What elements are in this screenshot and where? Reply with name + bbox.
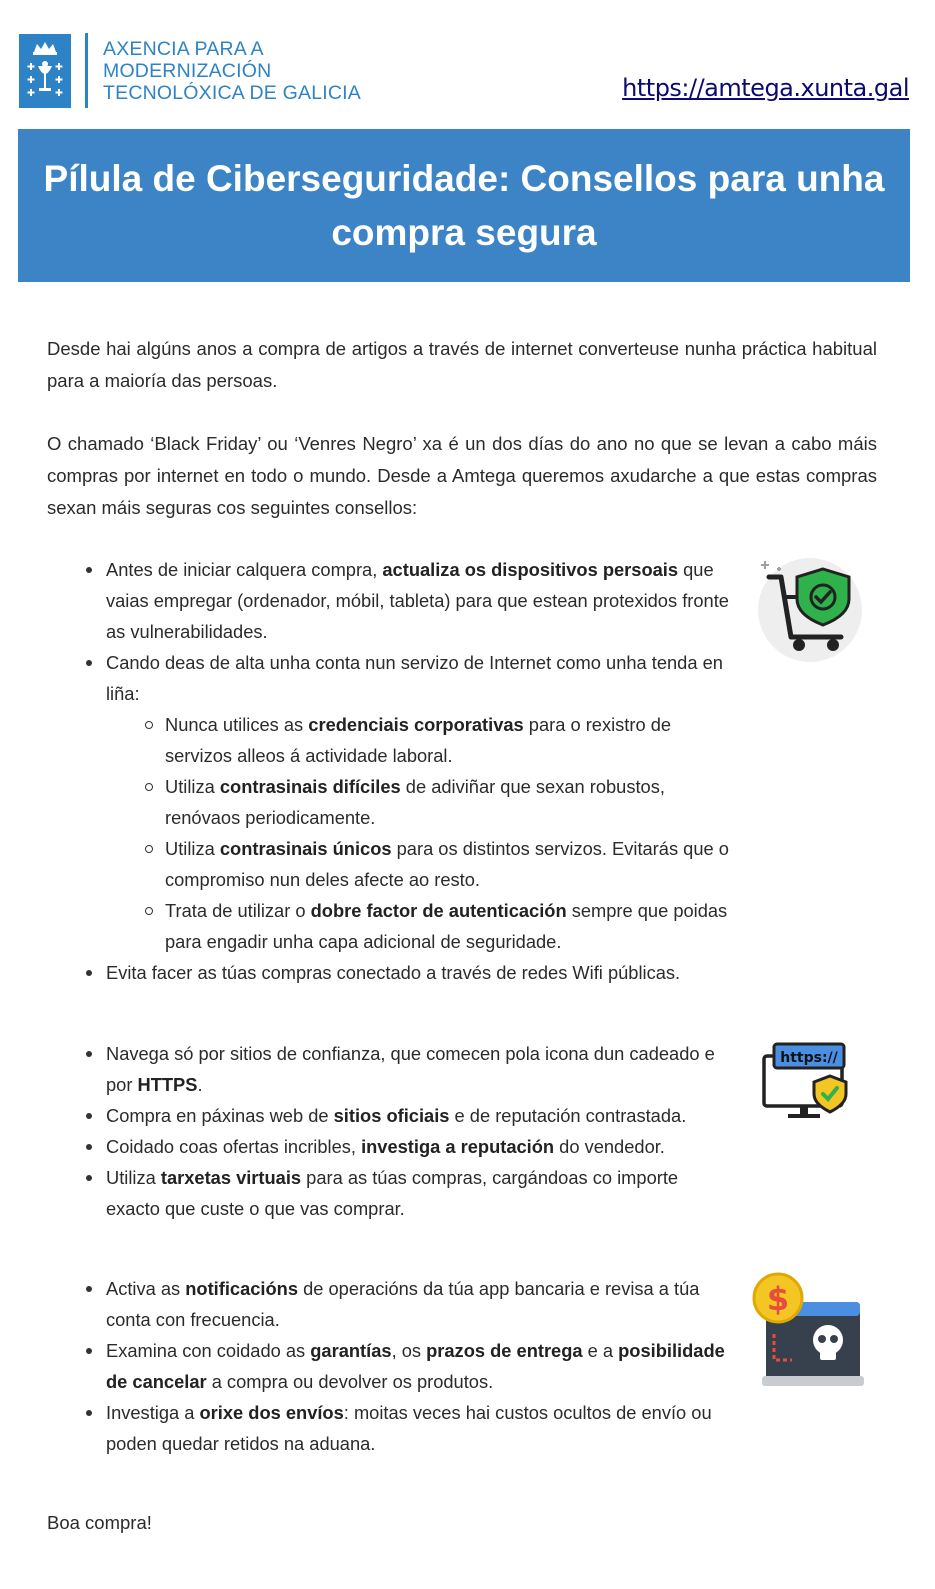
- bold-text: notificacións: [185, 1278, 298, 1299]
- list-item: [80, 1397, 730, 1459]
- text: Navega só por sitios de confianza, que comecen pola icona dun cadeado e por: [106, 1043, 715, 1095]
- list-item: [80, 957, 730, 988]
- list-item: [80, 1038, 730, 1100]
- xunta-logo: [19, 34, 71, 108]
- text: Nunca utilices as: [165, 714, 309, 735]
- laptop-skull-coin-icon: [752, 1272, 864, 1395]
- closing-text: Boa compra!: [47, 1512, 152, 1533]
- title-banner: [18, 129, 910, 282]
- text: para o rexistro de servizos alleos á actividade laboral.: [165, 714, 672, 766]
- org-line-1: AXENCIA PARA A: [103, 38, 264, 60]
- bold-text: actualiza os dispositivos persoais: [382, 559, 679, 580]
- list-item: [80, 1273, 730, 1335]
- bold-text: dobre factor de autenticación: [310, 900, 567, 921]
- bold-text: contrasinais difíciles: [219, 776, 401, 797]
- sub-list: [106, 709, 730, 957]
- text: Investiga a: [106, 1402, 200, 1423]
- text: Utiliza: [165, 838, 220, 859]
- bold-text: tarxetas virtuais: [160, 1167, 302, 1188]
- bold-text: prazos de entrega: [426, 1340, 583, 1361]
- text: para as túas compras, cargándoas co importe exacto que custe o que vas comprar.: [106, 1167, 679, 1219]
- page-title: Pílula de Ciberseguridade: Consellos para unha compra segura: [43, 157, 885, 253]
- text: de operacións da túa app bancaria e revisa a túa conta con frecuencia.: [106, 1278, 700, 1330]
- text: Cando deas de alta unha conta nun servizo de Internet como unha tenda en liña:: [106, 652, 723, 704]
- bold-text: HTTPS: [137, 1074, 198, 1095]
- page-header: [0, 0, 935, 130]
- text: Compra en páxinas web de: [106, 1105, 334, 1126]
- org-line-2: MODERNIZACIÓN: [103, 60, 272, 82]
- sub-list-item: [165, 709, 730, 771]
- bold-text: orixe dos envíos: [199, 1402, 344, 1423]
- website-link[interactable]: https://amtega.xunta.gal: [622, 74, 909, 102]
- organization-name: [103, 38, 361, 104]
- text: Coidado coas ofertas incribles,: [106, 1136, 362, 1157]
- intro-paragraph-2: O chamado ‘Black Friday’ ou ‘Venres Negro’ xa é un dos días do ano no que se levan a cabo máis compras por internet en todo o mundo. Desde a Amtega queremos axudarche a que estas compras sexan máis seguras cos seguintes consellos:: [47, 433, 877, 518]
- text: e a: [582, 1340, 619, 1361]
- tips-list-banking: [80, 1273, 730, 1459]
- sub-list-item: [165, 833, 730, 895]
- list-item: [80, 1131, 730, 1162]
- tips-list-websites: [80, 1038, 730, 1224]
- text: que vaias empregar (ordenador, móbil, tableta) para que estean protexidos fronte as vulnerabilidades.: [106, 559, 729, 642]
- dollar-sign-label: $: [766, 1280, 790, 1318]
- bold-text: sitios oficiais: [333, 1105, 450, 1126]
- bold-text: credenciais corporativas: [308, 714, 524, 735]
- intro-paragraph-1: Desde hai algúns anos a compra de artigos a través de internet converteuse nunha práctica habitual para a maioría das persoas.: [47, 338, 877, 391]
- text: Examina con coidado as: [106, 1340, 311, 1361]
- list-item: [80, 647, 730, 957]
- list-item: [80, 554, 730, 647]
- list-item: [80, 1162, 730, 1224]
- text: sempre que poidas para engadir unha capa adicional de seguridade.: [165, 900, 728, 952]
- text: Utiliza: [106, 1167, 161, 1188]
- shopping-cart-shield-icon: [755, 555, 865, 670]
- text: Utiliza: [165, 776, 220, 797]
- text: para os distintos servizos. Evitarás que o compromiso nun deles afecte ao resto.: [165, 838, 729, 890]
- intro: [47, 333, 877, 524]
- https-monitor-icon: [760, 1042, 852, 1127]
- bold-text: investiga a reputación: [361, 1136, 555, 1157]
- text: Antes de iniciar calquera compra,: [106, 559, 383, 580]
- text: Evita facer as túas compras conectado a través de redes Wifi públicas.: [106, 962, 681, 983]
- text: Activa as: [106, 1278, 186, 1299]
- text: : moitas veces hai custos ocultos de envío ou poden quedar retidos na aduana.: [106, 1402, 712, 1454]
- text: .: [197, 1074, 203, 1095]
- text: Trata de utilizar o: [165, 900, 311, 921]
- sub-list-item: [165, 771, 730, 833]
- org-line-3: TECNOLÓXICA DE GALICIA: [103, 82, 361, 104]
- list-item: [80, 1335, 730, 1397]
- text: do vendedor.: [554, 1136, 665, 1157]
- text: a compra ou devolver os produtos.: [206, 1371, 494, 1392]
- list-item: [80, 1100, 730, 1131]
- bold-text: garantías: [310, 1340, 392, 1361]
- text: , os: [391, 1340, 427, 1361]
- logo-divider: [85, 33, 88, 108]
- https-icon-label: https://: [780, 1050, 838, 1066]
- text: de adiviñar que sexan robustos, renóvaos periodicamente.: [165, 776, 665, 828]
- tips-list-devices: [80, 554, 730, 988]
- bold-text: posibilidade de cancelar: [106, 1340, 725, 1392]
- text: e de reputación contrastada.: [449, 1105, 687, 1126]
- sub-list-item: [165, 895, 730, 957]
- bold-text: contrasinais únicos: [219, 838, 392, 859]
